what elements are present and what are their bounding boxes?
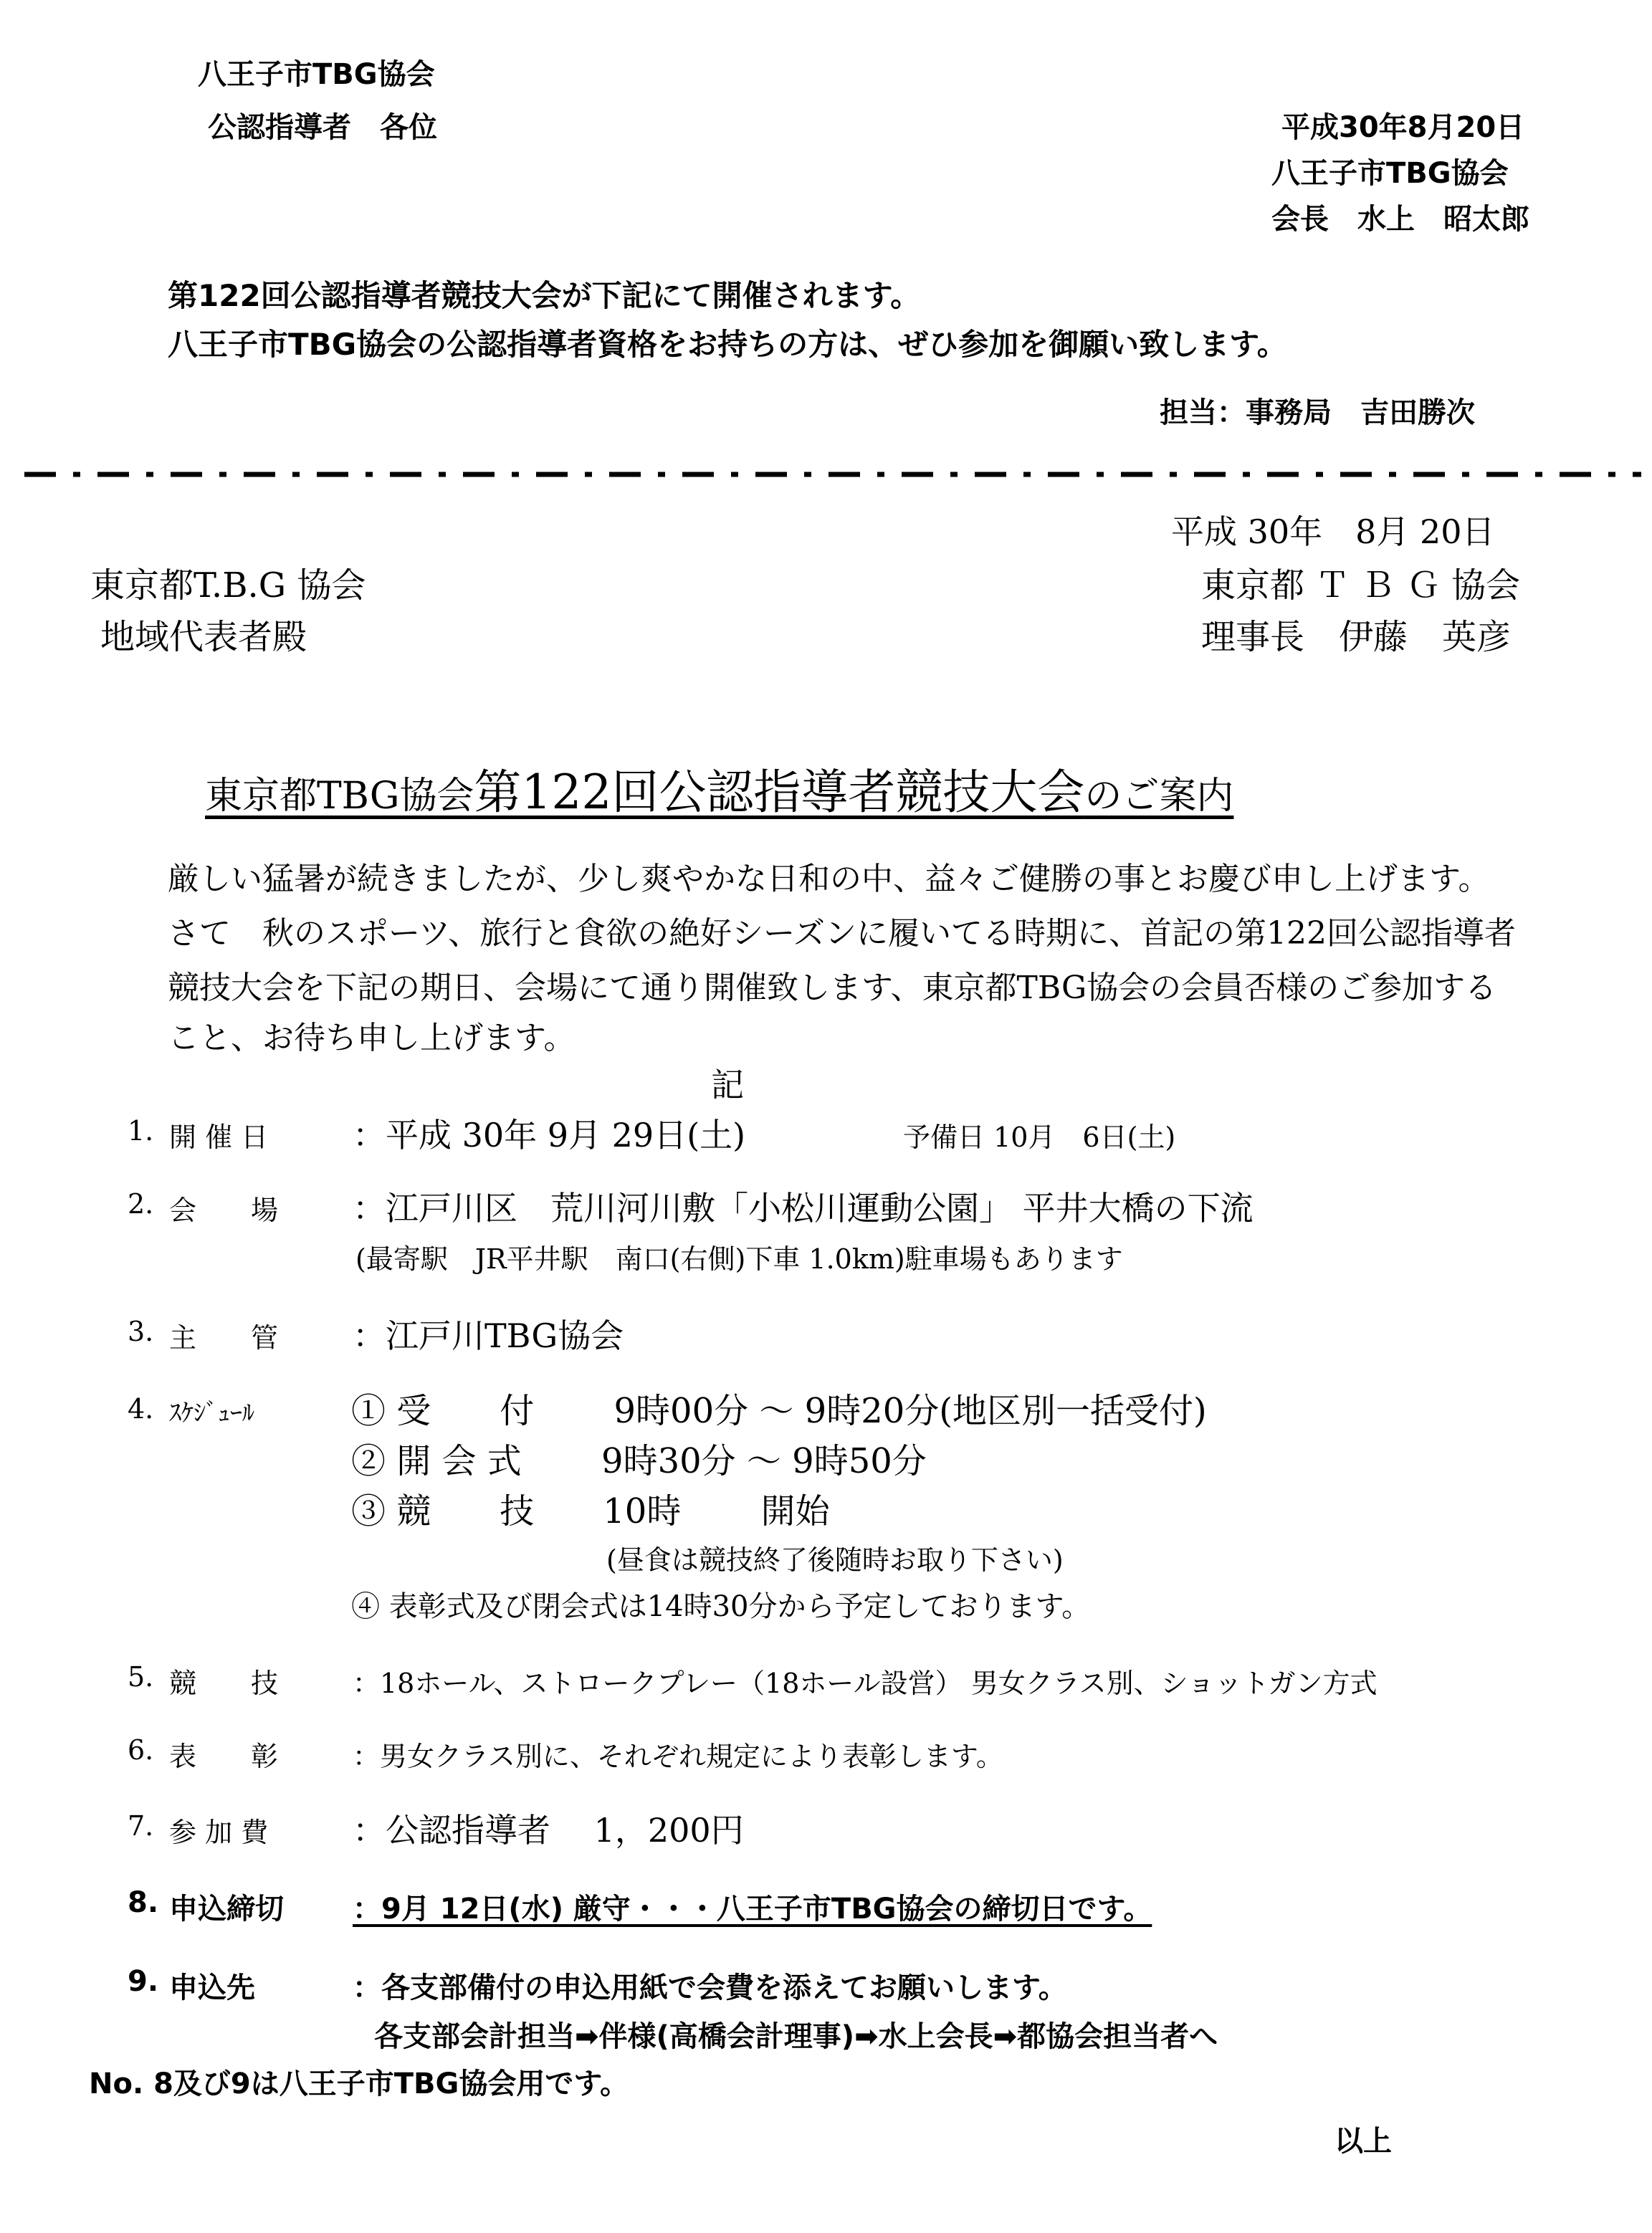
letter-date: 平成 30年 8月 20日 [1171, 512, 1495, 551]
item4-number: 4. [128, 1393, 154, 1425]
closing-ijou: 以上 [1335, 2125, 1392, 2158]
schedule-reception: ① 受 付 9時00分 ～ 9時20分(地区別一括受付) [351, 1391, 1207, 1431]
letter-sender-person: 理事長 伊藤 英彦 [1201, 617, 1512, 657]
item3-value: ：江戸川TBG協会 [353, 1316, 624, 1355]
item8-label: 申込締切 [169, 1893, 284, 1926]
item2-access-note: (最寄駅 JR平井駅 南口(右側)下車 1.0km)駐車場もあります [355, 1243, 1123, 1275]
title-suffix: のご案内 [1084, 775, 1234, 818]
item9-routing: 各支部会計担当➡伴様(高橋会計理事)➡水上会長➡都協会担当者へ [374, 2020, 1218, 2053]
item5-label: 競 技 [169, 1668, 279, 1699]
title-event: 第122回公認指導者競技大会 [474, 765, 1085, 820]
item2-label: 会 場 [169, 1195, 279, 1226]
item9-value: ：各支部備付の申込用紙で会費を添えてお願いします。 [353, 1971, 1067, 2004]
item6-label: 表 彰 [169, 1741, 279, 1772]
item4-label: ｽｹｼﾞｭｰﾙ [169, 1399, 254, 1428]
top-message-line2: 八王子市TBG協会の公認指導者資格をお持ちの方は、ぜひ参加を御願い致します。 [168, 327, 1287, 362]
item3-label: 主 管 [169, 1322, 279, 1354]
item2-number: 2. [128, 1188, 154, 1220]
top-date: 平成30年8月20日 [1281, 111, 1525, 144]
footer-note: No. 8及び9は八王子市TBG協会用です。 [89, 2067, 629, 2100]
cut-line-divider [24, 472, 1641, 477]
letter-recipient-org: 東京都T.B.G 協会 [90, 565, 366, 606]
body-line4: こと、お待ち申し上げます。 [168, 1020, 576, 1056]
letter-sender-org: 東京都 Ｔ Ｂ Ｇ 協会 [1201, 565, 1521, 606]
item1-label: 開 催 日 [169, 1122, 269, 1153]
item2-value: ：江戸川区 荒川河川敷「小松川運動公園」 平井大橋の下流 [353, 1189, 1254, 1228]
body-line3: 競技大会を下記の期日、会場にて通り開催致します、東京都TBG協会の会員否様のご参加する [168, 970, 1497, 1006]
item5-number: 5. [128, 1661, 154, 1693]
item9-number: 9. [128, 1965, 159, 1998]
body-line1: 厳しい猛暑が続きましたが、少し爽やかな日和の中、益々ご健勝の事とお慶び申し上げます。 [168, 861, 1490, 897]
top-message-line1: 第122回公認指導者競技大会が下記にて開催されます。 [168, 278, 921, 313]
item8-deadline: ：9月 12日(水) 厳守・・・八王子市TBG協会の締切日です。 [353, 1893, 1152, 1926]
item6-value: ：男女クラス別に、それぞれ規定により表彰します。 [353, 1741, 1003, 1772]
item7-value: ：公認指導者 1，200円 [353, 1811, 744, 1850]
item1-number: 1. [128, 1115, 154, 1147]
schedule-lunch-note: (昼食は競技終了後随時お取り下さい) [606, 1544, 1064, 1576]
schedule-awards: ④ 表彰式及び閉会式は14時30分から予定しております。 [351, 1590, 1091, 1623]
ki-marker: 記 [711, 1066, 744, 1104]
top-recipient-role: 公認指導者 各位 [208, 111, 437, 144]
top-sender-name: 会長 水上 昭太郎 [1271, 203, 1529, 236]
item8-number: 8. [128, 1886, 159, 1919]
top-sender-org: 八王子市TBG協会 [1271, 157, 1509, 190]
item6-number: 6. [128, 1734, 154, 1766]
top-recipient-org: 八王子市TBG協会 [198, 58, 435, 91]
top-contact: 担当：事務局 吉田勝次 [1160, 396, 1475, 429]
item1-value: ：平成 30年 9月 29日(土) [353, 1116, 746, 1154]
item5-value: ：18ホール、ストロークプレー（18ホール設営） 男女クラス別、ショットガン方式 [353, 1668, 1378, 1699]
item7-label: 参 加 費 [169, 1817, 269, 1848]
letter-title [205, 754, 1233, 822]
item7-number: 7. [128, 1810, 154, 1842]
item1-reserve-date: 予備日 10月 6日(土) [903, 1122, 1176, 1153]
item3-number: 3. [128, 1316, 154, 1347]
schedule-opening: ② 開 会 式 9時30分 ～ 9時50分 [351, 1441, 927, 1481]
body-line2: さて 秋のスポーツ、旅行と食欲の絶好シーズンに履いてる時期に、首記の第122回公認指導者 [168, 915, 1516, 952]
letter-recipient-person: 地域代表者殿 [100, 617, 307, 657]
item9-label: 申込先 [169, 1971, 255, 2004]
schedule-competition: ③ 競 技 10時 開始 [351, 1491, 830, 1531]
title-org: 東京都TBG協会 [205, 775, 474, 818]
